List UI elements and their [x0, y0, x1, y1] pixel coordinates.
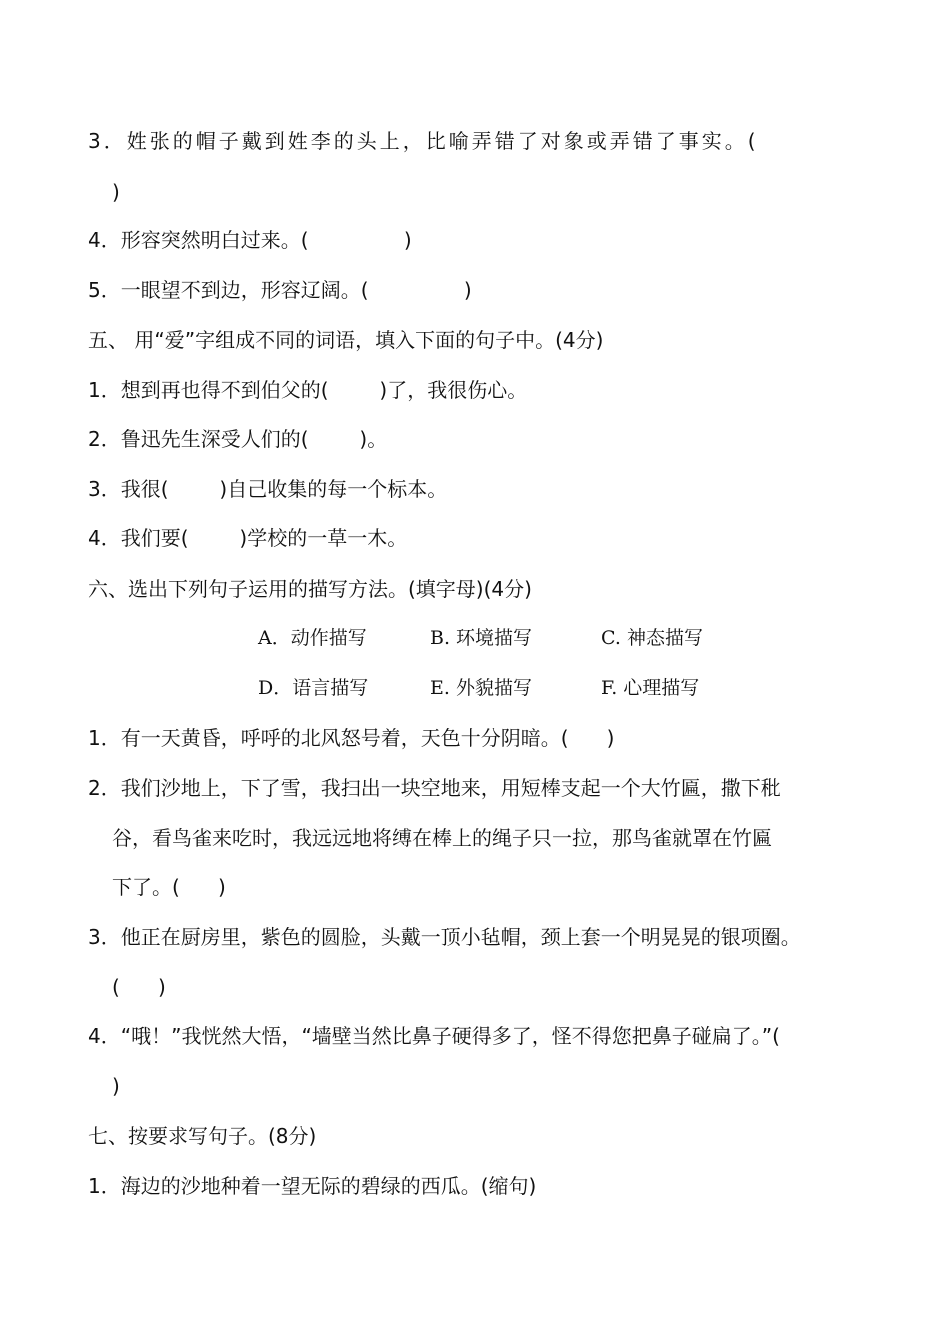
- option-a: A．动作描写: [258, 627, 367, 649]
- question-6-1: 1．有一天黄昏，呼呼的北风怒号着，天色十分阴暗。( ): [88, 726, 615, 750]
- question-6-2-line3: 下了。( ): [112, 875, 226, 899]
- option-e: E. 外貌描写: [430, 677, 532, 699]
- question-4-5: 5．一眼望不到边，形容辽阔。( ): [88, 278, 472, 302]
- question-4-3-line1: 3．姓张的帽子戴到姓李的头上，比喻弄错了对象或弄错了事实。(: [88, 129, 759, 153]
- question-4-3-line2: ): [112, 180, 120, 204]
- section-6-heading: 六、选出下列句子运用的描写方法。(填字母)(4分): [88, 577, 532, 601]
- question-5-2: 2．鲁迅先生深受人们的( )。: [88, 427, 388, 451]
- question-6-2-line1: 2．我们沙地上，下了雪，我扫出一块空地来，用短棒支起一个大竹匾，撒下秕: [88, 776, 781, 800]
- section-5-heading: 五、 用“爱”字组成不同的词语，填入下面的句子中。(4分): [88, 328, 604, 352]
- question-6-4-line2: ): [112, 1074, 120, 1098]
- question-4-4: 4．形容突然明白过来。( ): [88, 228, 412, 252]
- question-6-3-line2: ( ): [112, 975, 166, 999]
- section-7-heading: 七、按要求写句子。(8分): [88, 1124, 317, 1148]
- question-7-1: 1．海边的沙地种着一望无际的碧绿的西瓜。(缩句): [88, 1174, 537, 1198]
- option-d: D．语言描写: [258, 677, 369, 699]
- question-5-1: 1．想到再也得不到伯父的( )了，我很伤心。: [88, 378, 528, 402]
- question-6-3-line1: 3．他正在厨房里，紫色的圆脸，头戴一顶小毡帽，颈上套一个明晃晃的银项圈。: [88, 925, 801, 949]
- question-6-2-line2: 谷，看鸟雀来吃时，我远远地将缚在棒上的绳子只一拉，那鸟雀就罩在竹匾: [112, 826, 772, 850]
- question-5-3: 3．我很( )自己收集的每一个标本。: [88, 477, 448, 501]
- option-f: F. 心理描写: [601, 677, 700, 699]
- option-b: B. 环境描写: [430, 627, 533, 649]
- question-5-4: 4．我们要( )学校的一草一木。: [88, 526, 408, 550]
- option-c: C. 神态描写: [601, 627, 703, 649]
- question-6-4-line1: 4．“哦！”我恍然大悟，“墙壁当然比鼻子硬得多了，怪不得您把鼻子碰扁了。”(: [88, 1024, 780, 1048]
